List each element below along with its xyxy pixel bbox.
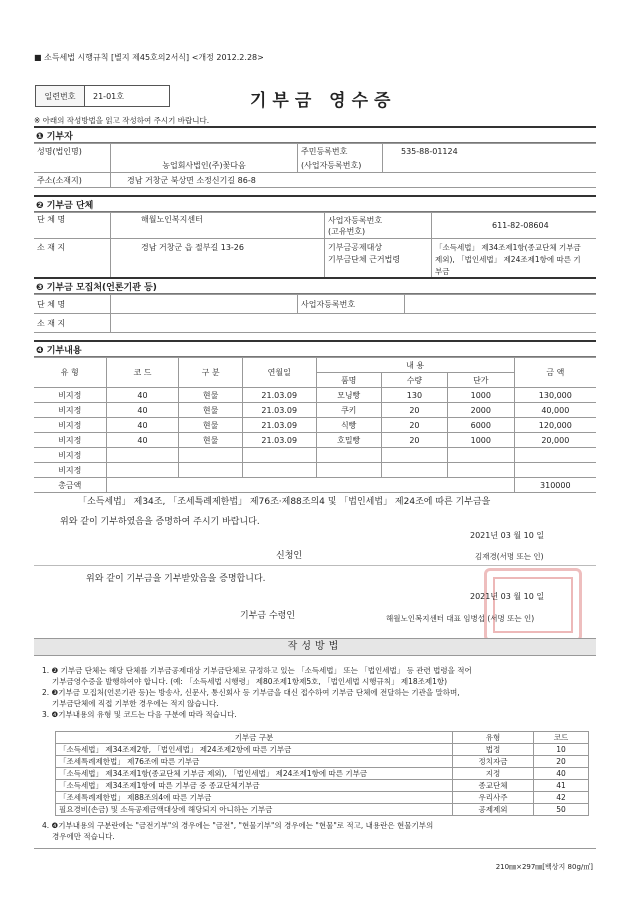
donor-id-label: 주민등록번호	[298, 144, 383, 159]
applicant-label: 신청인	[276, 551, 303, 561]
organization-table	[34, 212, 596, 279]
collector-biz-label: 사업자등록번호	[298, 295, 405, 314]
org-basis-label: 기부금공제대상 기부금단체 근거법령	[325, 239, 432, 279]
table-row: 비지정 40 현물 21.03.09 모닝빵 130 1000 130,000	[34, 388, 596, 403]
certify-text-2: 위와 같이 기부하였음을 증명하여 주시기 바랍니다.	[60, 517, 260, 527]
section-donation-heading: ❹ 기부내용	[34, 340, 596, 357]
form-note: ■ 소득세법 시행규칙 [별지 제45호의2서식] <개정 2012.2.28>	[34, 53, 264, 62]
donor-id-value: 535-88-01124	[383, 144, 597, 159]
collector-name-label: 단 체 명	[34, 295, 111, 314]
donation-table	[34, 357, 596, 493]
table-row: 필요경비(손금) 및 소득공제금액대상에 해당되지 아니하는 기부금 공제제외 50	[56, 804, 589, 816]
donor-name-value: 농업회사법인(주)꽃다음	[111, 158, 298, 173]
method-item-3: 3. ❹기부내용의 유형 및 코드는 다음 구분에 따라 적습니다.	[42, 710, 237, 719]
applicant-name: 김재경(서명 또는 인)	[475, 552, 544, 561]
section-donor	[34, 126, 596, 188]
divider	[34, 565, 596, 566]
certify-date-2: 2021년 03 월 10 일	[470, 592, 545, 601]
section-collector	[34, 277, 596, 333]
col-qty: 수량	[381, 373, 447, 388]
org-basis-value: 「소득세법」 제34조제1항(종교단체 기부금 제외), 「법인세법」 제24조제1항에 따른 기 부금	[432, 239, 597, 279]
org-name-label: 단 체 명	[34, 213, 111, 239]
col-date: 연월일	[242, 358, 316, 388]
instruction-note: ※ 아래의 작성방법을 읽고 작성하여 주시기 바랍니다.	[34, 116, 210, 125]
table-row: 「조세특례제한법」 제76조에 따른 기부금 정치자금 20	[56, 756, 589, 768]
serial-label: 일련번호	[36, 86, 85, 106]
donor-table	[34, 143, 596, 188]
collector-location-label: 소 재 지	[34, 314, 111, 333]
method-item-1a: 1. ❷ 기부금 단체는 해당 단체를 기부금공제대상 기부금단체로 규정하고 있는 「소득세법」 또는 「법인세법」 등 관련 법령을 적어	[42, 666, 472, 675]
donor-name-label: 성명(법인명)	[34, 144, 111, 159]
receiver-name: 해월노인복지센터 대표 임병섭 (서명 또는 인)	[386, 614, 535, 623]
method-item-1b: 기부금영수증을 발행하여야 합니다. (예: 「소득세법 시행령」 제80조제1항제5호, 「법인세법 시행규칙」 제18조제1항)	[52, 677, 448, 686]
collector-table	[34, 294, 596, 333]
method-item-4: 4. ❹기부내용의 구분란에는 "금전기부"의 경우에는 "금전", "현물기부"의 경우에는 "현물"로 적고, 내용란은 현물기부의 경우에만 적습니다.	[42, 821, 434, 841]
donor-address-value: 경남 거창군 북상면 소정신기길 86-8	[111, 173, 597, 188]
serial-value: 21-01호	[93, 91, 124, 101]
table-row: 「조세특례제한법」 제88조의4에 따른 기부금 우리사주 42	[56, 792, 589, 804]
paper-spec: 210㎜×297㎜[백상지 80g/㎡]	[495, 863, 593, 871]
serial-box	[35, 85, 170, 107]
certify-text-3: 위와 같이 기부금을 기부받았음을 증명합니다.	[86, 574, 266, 584]
method-item-2a: 2. ❸기부금 모집처(언론기관 등)는 방송사, 신문사, 통신회사 등 기부금을 대신 접수하여 기부금 단체에 전달하는 기관을 말하며,	[42, 688, 460, 697]
method-item-2b: 기부금단체에 직접 기부한 경우에는 적지 않습니다.	[52, 699, 219, 708]
col-price: 단가	[448, 373, 515, 388]
org-name-value: 해월노인복지센터	[111, 213, 325, 239]
table-row: 비지정 40 현물 21.03.09 호밀빵 20 1000 20,000	[34, 433, 596, 448]
bottom-divider	[34, 848, 596, 849]
col-item: 품명	[316, 373, 381, 388]
org-location-value: 경남 거창군 읍 절부길 13-26	[111, 239, 325, 279]
method-body	[42, 665, 602, 720]
page-title: 기부금 영수증	[250, 91, 397, 111]
table-row: 비지정	[34, 463, 596, 478]
section-donation	[34, 340, 596, 493]
seal-stamp	[484, 568, 582, 642]
col-kind: 구 분	[179, 358, 243, 388]
col-type: 유 형	[34, 358, 106, 388]
total-label: 총금액	[34, 478, 106, 493]
section-collector-heading: ❸ 기부금 모집처(언론기관 등)	[34, 277, 596, 294]
col-amount: 금 액	[514, 358, 596, 388]
col-content: 내 용	[316, 358, 514, 373]
total-value: 310000	[514, 478, 596, 493]
org-biz-label: 사업자등록번호 (고유번호)	[325, 213, 432, 239]
certify-date-1: 2021년 03 월 10 일	[470, 531, 545, 540]
org-location-label: 소 재 지	[34, 239, 111, 279]
total-row	[34, 478, 596, 493]
method-heading: 작성방법	[34, 638, 596, 656]
reference-table-wrap	[55, 731, 589, 816]
receiver-label: 기부금 수령인	[240, 611, 296, 621]
certify-text-1: 「소득세법」 제34조, 「조세특례제한법」 제76조·제88조의4 및 「법인세법」 제24조에 따른 기부금을	[78, 497, 491, 507]
table-row: 「소득세법」 제34조제1항(종교단체 기부금 제외), 「법인세법」 제24조제1항에 따른 기부금 지정 40	[56, 768, 589, 780]
table-row: 「소득세법」 제34조제2항, 「법인세법」 제24조제2항에 따른 기부금 법정 10	[56, 744, 589, 756]
reference-table: 기부금 구분 유형 코드 「소득세법」 제34조제2항, 「법인세법」 제24조제2항에 따른 기부금 법정 10 「조세특례제한법」 제76조에 따른 기부금 정치자금 20 「소득세법」 제34조제1항(종교단체 기부금 제외), 「법인세법」 제24조제1항에 따른 기부금 지정 40 「소득세법」 제34조제1항에 따른 기부금 중 종교단체기부금 종교단체 41 「조세특례제한법」 제88조의4에 따른 기부금 우리사주 42 필요경비(손금) 및 소득공제금액대상에 해당되지 아니하는 기부금 공제제외 50	[55, 731, 589, 816]
section-organization-heading: ❷ 기부금 단체	[34, 195, 596, 212]
donor-address-label: 주소(소재지)	[34, 173, 111, 188]
section-donor-heading: ❶ 기부자	[34, 126, 596, 143]
section-organization	[34, 195, 596, 279]
table-row: 「소득세법」 제34조제1항에 따른 기부금 중 종교단체기부금 종교단체 41	[56, 780, 589, 792]
donor-id-label-2: (사업자등록번호)	[298, 158, 383, 173]
org-biz-value: 611-82-08604	[432, 213, 597, 239]
table-row: 비지정 40 현물 21.03.09 쿠키 20 2000 40,000	[34, 403, 596, 418]
table-row: 비지정	[34, 448, 596, 463]
col-code: 코 드	[106, 358, 179, 388]
table-row: 비지정 40 현물 21.03.09 식빵 20 6000 120,000	[34, 418, 596, 433]
